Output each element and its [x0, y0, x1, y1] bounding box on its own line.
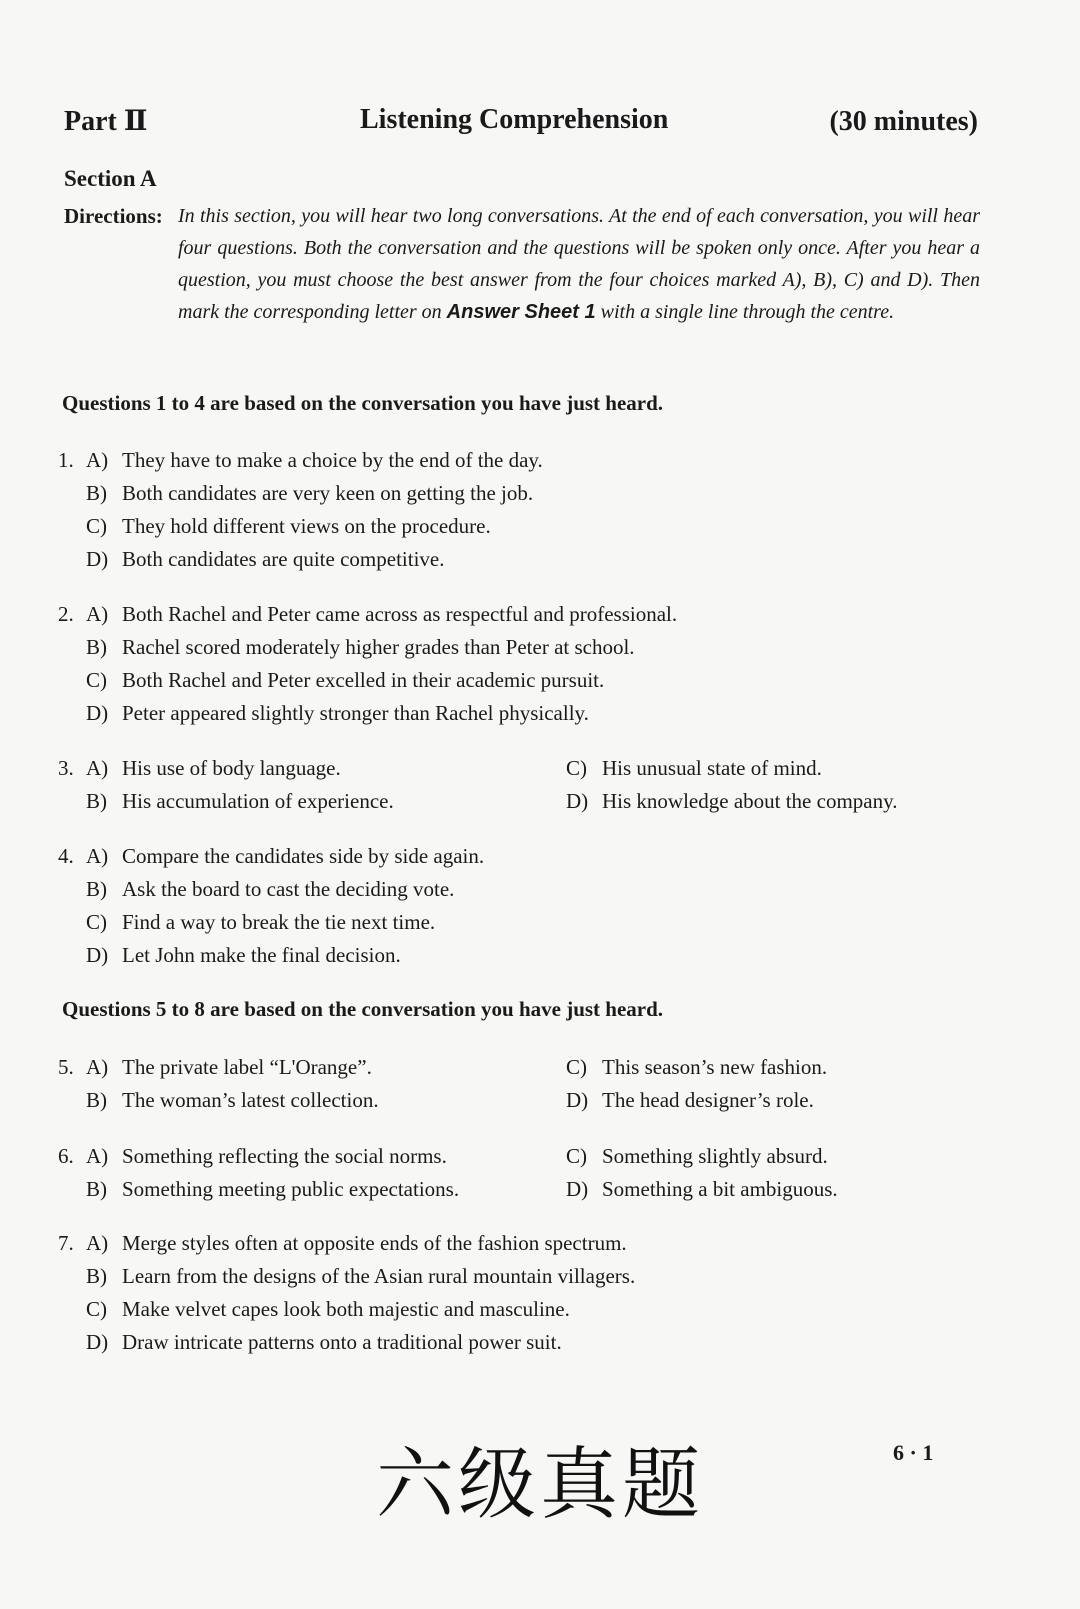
option-letter: C) [86, 910, 107, 934]
option-text: They have to make a choice by the end of the day. [122, 448, 543, 472]
answer-sheet-emphasis: Answer Sheet 1 [446, 301, 596, 323]
option-7d [58, 1326, 635, 1359]
option-letter: B) [86, 1177, 107, 1201]
option-1b [58, 477, 543, 510]
option-letter: A) [86, 602, 109, 626]
option-6c [566, 1140, 828, 1173]
option-letter: C) [86, 514, 107, 538]
option-row-3bd [58, 785, 898, 818]
option-row-5bd [58, 1084, 814, 1117]
group-heading-1: Questions 1 to 4 are based on the conversation you have just heard. [62, 391, 664, 415]
option-text: Ask the board to cast the deciding vote. [122, 877, 455, 901]
option-text: Find a way to break the tie next time. [122, 910, 436, 934]
option-text: His accumulation of experience. [122, 789, 394, 813]
option-3a [58, 756, 341, 780]
option-5a [58, 1055, 372, 1079]
section-title: Section A [64, 166, 157, 191]
page-number: 6 · 1 [893, 1440, 934, 1465]
option-letter: B) [86, 877, 107, 901]
part-title: Listening Comprehension [360, 104, 669, 135]
option-text: This season’s new fashion. [602, 1055, 828, 1079]
option-2b [58, 631, 677, 664]
option-letter: D) [566, 1177, 589, 1201]
directions-block [64, 200, 980, 328]
question-6 [58, 1140, 838, 1206]
option-5c [566, 1051, 827, 1084]
option-letter: B) [86, 1264, 107, 1288]
option-letter: B) [86, 635, 107, 659]
option-text: Learn from the designs of the Asian rural mountain villagers. [122, 1264, 636, 1288]
option-letter: B) [86, 481, 107, 505]
option-2c [58, 664, 677, 697]
question-number: 7. [58, 1231, 74, 1255]
option-text: Rachel scored moderately higher grades than Peter at school. [122, 635, 635, 659]
option-7a [58, 1227, 635, 1260]
question-number: 3. [58, 756, 74, 780]
option-letter: D) [566, 1088, 589, 1112]
option-letter: D) [86, 701, 109, 725]
option-row-3ac [58, 752, 822, 785]
option-text: Something reflecting the social norms. [122, 1144, 447, 1168]
question-number: 6. [58, 1144, 74, 1168]
option-letter: A) [86, 1231, 109, 1255]
question-5 [58, 1051, 828, 1117]
option-letter: D) [86, 943, 109, 967]
question-4 [58, 840, 484, 972]
option-letter: B) [86, 789, 107, 813]
time-limit: (30 minutes) [829, 106, 978, 137]
option-5b [58, 1088, 379, 1112]
question-1 [58, 444, 543, 576]
option-7b [58, 1260, 635, 1293]
option-2a [58, 598, 677, 631]
option-text: Something meeting public expectations. [122, 1177, 460, 1201]
option-letter: C) [566, 756, 587, 780]
option-4c [58, 906, 484, 939]
option-2d [58, 697, 677, 730]
option-text: They hold different views on the procedure. [122, 514, 491, 538]
option-text: Merge styles often at opposite ends of the fashion spectrum. [122, 1231, 627, 1255]
option-letter: A) [86, 1144, 109, 1168]
option-text: The head designer’s role. [602, 1088, 814, 1112]
option-letter: C) [86, 668, 107, 692]
option-letter: D) [86, 1330, 109, 1354]
option-6b [58, 1177, 459, 1201]
question-7 [58, 1227, 635, 1359]
option-1a [58, 444, 543, 477]
option-letter: A) [86, 1055, 109, 1079]
option-text: Both Rachel and Peter came across as respectful and professional. [122, 602, 678, 626]
option-text: Compare the candidates side by side again. [122, 844, 485, 868]
option-letter: A) [86, 756, 109, 780]
option-text: Let John make the final decision. [122, 943, 401, 967]
option-4a [58, 840, 484, 873]
option-3c [566, 752, 822, 785]
option-1d [58, 543, 543, 576]
option-7c [58, 1293, 635, 1326]
option-letter: C) [566, 1055, 587, 1079]
option-4b [58, 873, 484, 906]
option-6a [58, 1144, 447, 1168]
option-row-6bd [58, 1173, 838, 1206]
option-5d [566, 1084, 814, 1117]
option-text: The woman’s latest collection. [122, 1088, 379, 1112]
part-header [64, 104, 978, 144]
option-text: Draw intricate patterns onto a traditional power suit. [122, 1330, 562, 1354]
part-label: Part Ⅱ [64, 106, 148, 137]
option-text: Both Rachel and Peter excelled in their academic pursuit. [122, 668, 605, 692]
option-letter: B) [86, 1088, 107, 1112]
option-letter: D) [86, 547, 109, 571]
group-heading-2: Questions 5 to 8 are based on the conversation you have just heard. [62, 997, 664, 1021]
question-number: 4. [58, 844, 74, 868]
option-3d [566, 785, 898, 818]
question-number: 2. [58, 602, 74, 626]
option-6d [566, 1173, 838, 1206]
option-letter: D) [566, 789, 589, 813]
question-2 [58, 598, 677, 730]
option-letter: A) [86, 844, 109, 868]
option-4d [58, 939, 484, 972]
watermark-caption: 六级真题 [375, 1440, 704, 1530]
option-3b [58, 789, 394, 813]
option-letter: C) [566, 1144, 587, 1168]
option-text: His use of body language. [122, 756, 341, 780]
option-letter: C) [86, 1297, 107, 1321]
directions-text-after: with a single line through the centre. [600, 301, 895, 323]
option-text: Peter appeared slightly stronger than Rachel physically. [122, 701, 589, 725]
option-text: The private label “L'Orange”. [122, 1055, 372, 1079]
option-row-6ac [58, 1140, 828, 1173]
directions-label: Directions: [64, 204, 163, 228]
option-text: His knowledge about the company. [602, 789, 898, 813]
directions-text [178, 200, 980, 328]
question-3 [58, 752, 898, 818]
option-text: His unusual state of mind. [602, 756, 822, 780]
option-text: Make velvet capes look both majestic and masculine. [122, 1297, 570, 1321]
option-row-5ac [58, 1051, 828, 1084]
directions-text-before: In this section, you will hear two long conversations. At the end of each conversation, you will hear four questions. Both the conversation and the questions will be spoken only once. After you hear a question, you must choose the best answer from the four choices marked A), B), C) and D). Then mark the corresponding letter on [178, 205, 980, 323]
option-text: Something a bit ambiguous. [602, 1177, 838, 1201]
option-1c [58, 510, 543, 543]
option-text: Something slightly absurd. [602, 1144, 828, 1168]
option-text: Both candidates are very keen on getting the job. [122, 481, 534, 505]
option-letter: A) [86, 448, 109, 472]
question-number: 5. [58, 1055, 74, 1079]
option-text: Both candidates are quite competitive. [122, 547, 445, 571]
question-number: 1. [58, 448, 74, 472]
